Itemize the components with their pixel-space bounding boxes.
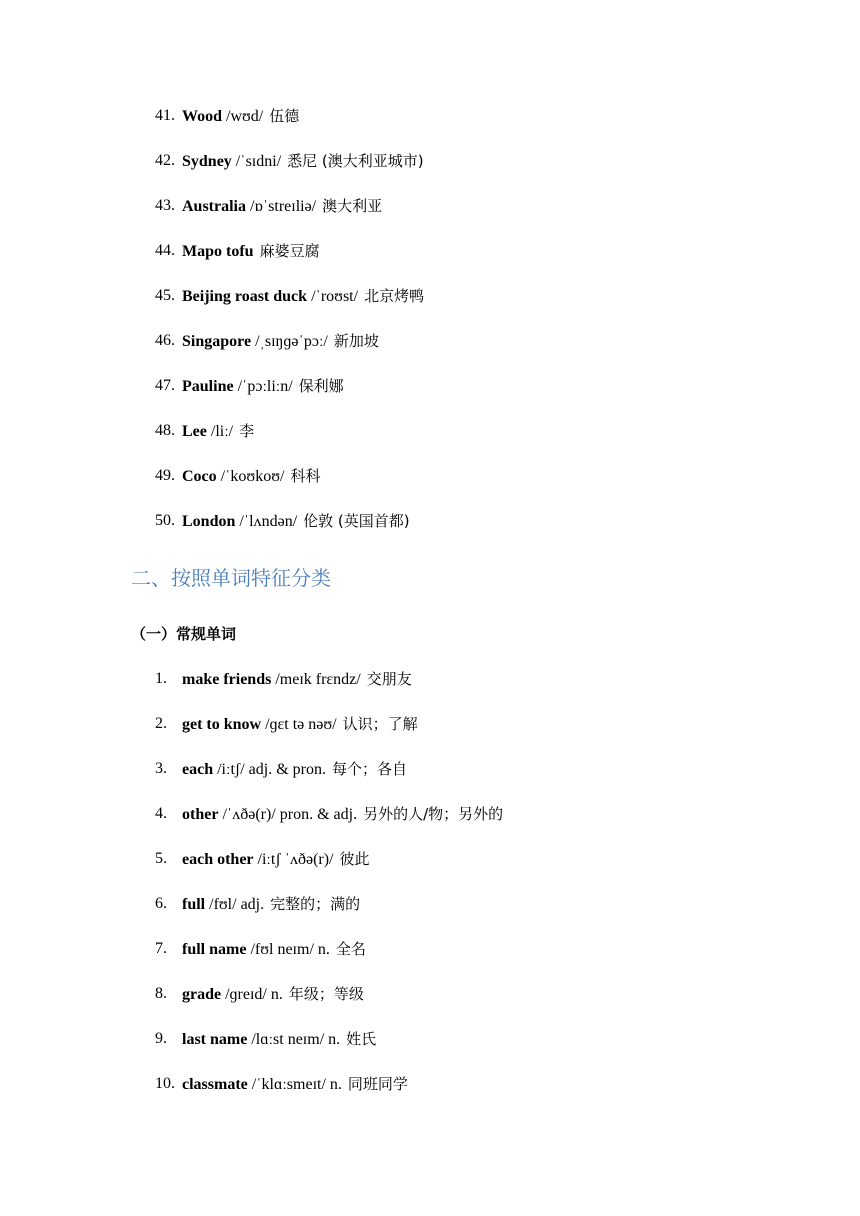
- item-number: 44.: [155, 242, 175, 259]
- item-word: full name: [182, 941, 247, 958]
- item-translation: 年级；等级: [288, 985, 364, 1003]
- item-translation: 麻婆豆腐: [259, 242, 320, 260]
- item-word: Mapo tofu: [182, 243, 254, 260]
- item-translation: 全名: [335, 940, 366, 958]
- item-phonetic: /iːtʃ ˈʌðə(r)/: [253, 851, 334, 868]
- item-number: 43.: [155, 197, 175, 214]
- item-word: full: [182, 896, 206, 913]
- item-translation: 每个；各自: [331, 760, 407, 778]
- item-phonetic: /wʊd/: [222, 108, 264, 125]
- list-item: [0, 464, 860, 509]
- item-translation: 伍德: [269, 107, 300, 125]
- item-translation: 北京烤鸭: [364, 287, 425, 305]
- list-item: [0, 667, 860, 712]
- item-number: 2.: [155, 715, 167, 732]
- list-item: [0, 982, 860, 1027]
- item-number: 47.: [155, 377, 175, 394]
- item-phonetic: /ˈklɑːsmeɪt/ n.: [247, 1076, 342, 1093]
- list-item: [0, 284, 860, 329]
- item-word: Singapore: [182, 333, 252, 350]
- item-number: 6.: [155, 895, 167, 912]
- list-item: [0, 712, 860, 757]
- item-translation: 伦敦 (英国首都): [303, 512, 410, 530]
- item-number: 4.: [155, 805, 167, 822]
- item-phonetic: /ˈʌðə(r)/ pron. & adj.: [218, 806, 358, 823]
- list-item: [0, 802, 860, 847]
- item-word: each other: [182, 851, 254, 868]
- item-word: get to know: [182, 716, 262, 733]
- list-item: [0, 374, 860, 419]
- names-vocabulary-list: [0, 104, 860, 554]
- item-translation: 另外的人/物；另外的: [363, 805, 504, 823]
- item-word: last name: [182, 1031, 248, 1048]
- item-number: 10.: [155, 1075, 175, 1092]
- item-word: Australia: [182, 198, 246, 215]
- item-word: Pauline: [182, 378, 234, 395]
- item-word: Coco: [182, 468, 217, 485]
- list-item: [0, 329, 860, 374]
- sub-heading: （一）常规单词: [131, 625, 237, 643]
- item-number: 1.: [155, 670, 167, 687]
- item-phonetic: /ˈlʌndən/: [235, 513, 298, 530]
- section-heading: 二、按照单词特征分类: [131, 566, 331, 590]
- item-phonetic: /meɪk frɛndz/: [271, 671, 361, 688]
- item-translation: 交朋友: [366, 670, 412, 688]
- item-word: Beijing roast duck: [182, 288, 308, 305]
- item-number: 3.: [155, 760, 167, 777]
- list-item: [0, 1072, 860, 1117]
- item-phonetic: /ɒˈstreɪliə/: [246, 198, 317, 215]
- item-translation: 悉尼 (澳大利亚城市): [287, 152, 424, 170]
- item-translation: 李: [239, 422, 255, 440]
- item-number: 8.: [155, 985, 167, 1002]
- item-translation: 彼此: [339, 850, 370, 868]
- item-word: Sydney: [182, 153, 232, 170]
- list-item: [0, 1027, 860, 1072]
- item-translation: 科科: [290, 467, 321, 485]
- item-word: grade: [182, 986, 222, 1003]
- item-translation: 认识；了解: [342, 715, 418, 733]
- item-word: Lee: [182, 423, 207, 440]
- item-number: 5.: [155, 850, 167, 867]
- list-item: [0, 892, 860, 937]
- item-word: classmate: [182, 1076, 248, 1093]
- item-number: 42.: [155, 152, 175, 169]
- item-word: each: [182, 761, 214, 778]
- list-item: [0, 509, 860, 554]
- item-phonetic: /ˈkoʊkoʊ/: [216, 468, 285, 485]
- item-word: Wood: [182, 108, 223, 125]
- item-translation: 澳大利亚: [322, 197, 383, 215]
- item-phonetic: /fʊl/ adj.: [205, 896, 265, 913]
- item-number: 45.: [155, 287, 175, 304]
- regular-vocabulary-list: [0, 667, 860, 1117]
- item-word: London: [182, 513, 236, 530]
- list-item: [0, 847, 860, 892]
- item-phonetic: /iːtʃ/ adj. & pron.: [213, 761, 326, 778]
- item-number: 9.: [155, 1030, 167, 1047]
- item-phonetic: /ˌsɪŋɡəˈpɔː/: [251, 333, 328, 350]
- item-phonetic: /lɑːst neɪm/ n.: [247, 1031, 341, 1048]
- item-translation: 保利娜: [298, 377, 344, 395]
- list-item: [0, 149, 860, 194]
- item-phonetic: /ɡreɪd/ n.: [221, 986, 283, 1003]
- item-word: make friends: [182, 671, 272, 688]
- item-number: 7.: [155, 940, 167, 957]
- list-item: [0, 104, 860, 149]
- item-phonetic: /ˈpɔːliːn/: [233, 378, 293, 395]
- item-translation: 同班同学: [347, 1075, 408, 1093]
- item-phonetic: /ˈsɪdni/: [231, 153, 282, 170]
- item-number: 41.: [155, 107, 175, 124]
- list-item: [0, 419, 860, 464]
- item-number: 48.: [155, 422, 175, 439]
- item-number: 49.: [155, 467, 175, 484]
- list-item: [0, 194, 860, 239]
- item-translation: 姓氏: [346, 1030, 377, 1048]
- list-item: [0, 239, 860, 284]
- list-item: [0, 757, 860, 802]
- item-number: 46.: [155, 332, 175, 349]
- item-translation: 新加坡: [333, 332, 379, 350]
- item-word: other: [182, 806, 219, 823]
- item-number: 50.: [155, 512, 175, 529]
- item-phonetic: /liː/: [206, 423, 234, 440]
- item-phonetic: /ˈroʊst/: [307, 288, 359, 305]
- item-phonetic: /fʊl neɪm/ n.: [246, 941, 330, 958]
- item-translation: 完整的；满的: [270, 895, 361, 913]
- list-item: [0, 937, 860, 982]
- item-phonetic: /ɡɛt tə nəʊ/: [261, 716, 337, 733]
